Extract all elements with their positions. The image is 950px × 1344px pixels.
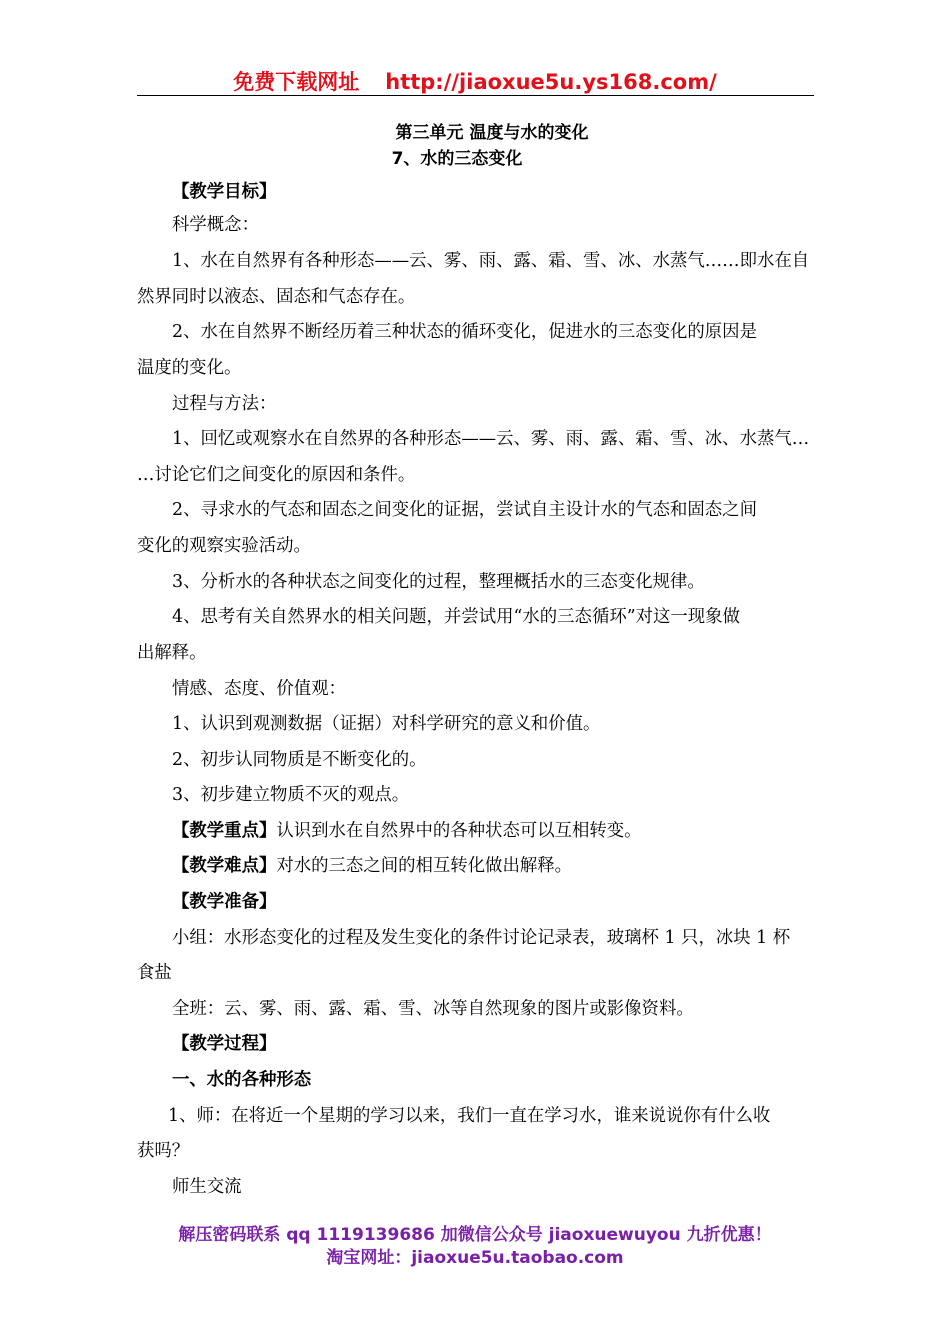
paragraph-line: 小组：水形态变化的过程及发生变化的条件讨论记录表，玻璃杯 1 只，冰块 1 杯 <box>172 928 791 948</box>
paragraph-line: 3、分析水的各种状态之间变化的过程，整理概括水的三态变化规律。 <box>172 572 705 592</box>
paragraph-line: …讨论它们之间变化的原因和条件。 <box>137 465 416 485</box>
difficulty-label: 【教学难点】 <box>172 856 277 876</box>
difficulty-line <box>172 854 572 878</box>
key-point-line <box>172 819 642 843</box>
key-point-text: 认识到水在自然界中的各种状态可以互相转变。 <box>276 821 642 841</box>
paragraph-line: 1、回忆或观察水在自然界的各种形态——云、雾、雨、露、霜、雪、冰、水蒸气… <box>172 429 810 449</box>
paragraph-line: 然界同时以液态、固态和气态存在。 <box>137 287 416 307</box>
paragraph-line: 2、寻求水的气态和固态之间变化的证据，尝试自主设计水的气态和固态之间 <box>172 500 757 520</box>
header-url-link[interactable]: http://jiaoxue5u.ys168.com/ <box>385 70 717 94</box>
paragraph-line: 1、认识到观测数据（证据）对科学研究的意义和价值。 <box>172 714 601 734</box>
difficulty-text: 对水的三态之间的相互转化做出解释。 <box>276 856 573 876</box>
footer-taobao-link[interactable]: 淘宝网址：jiaoxue5u.taobao.com <box>326 1248 624 1268</box>
paragraph-line: 全班：云、雾、雨、露、霜、雪、冰等自然现象的图片或影像资料。 <box>172 999 694 1019</box>
section-heading-objectives: 【教学目标】 <box>172 182 277 202</box>
subsection-heading: 一、水的各种形态 <box>172 1070 312 1090</box>
paragraph-line: 1、水在自然界有各种形态——云、雾、雨、露、霜、雪、冰、水蒸气……即水在自 <box>172 251 810 271</box>
header-label: 免费下载网址 <box>233 70 360 94</box>
paragraph-line: 3、初步建立物质不灭的观点。 <box>172 785 410 805</box>
section-heading-preparation: 【教学准备】 <box>172 892 277 912</box>
download-header <box>137 66 813 94</box>
paragraph-line: 温度的变化。 <box>137 358 242 378</box>
key-point-label: 【教学重点】 <box>172 821 277 841</box>
unit-title: 第三单元 温度与水的变化 <box>395 123 589 143</box>
paragraph-line: 出解释。 <box>137 643 207 663</box>
lesson-title: 7、水的三态变化 <box>391 149 523 169</box>
footer-contact: 解压密码联系 qq 1119139686 加微信公众号 jiaoxuewuyou 九折优惠！ <box>178 1225 772 1245</box>
paragraph-line: 科学概念： <box>172 215 259 235</box>
paragraph-line: 2、水在自然界不断经历着三种状态的循环变化，促进水的三态变化的原因是 <box>172 322 757 342</box>
paragraph-line: 过程与方法： <box>172 394 277 414</box>
paragraph-line: 师生交流 <box>172 1177 242 1197</box>
paragraph-line: 4、思考有关自然界水的相关问题，并尝试用“水的三态循环”对这一现象做 <box>172 607 740 627</box>
paragraph-line: 食盐 <box>137 963 172 983</box>
section-heading-process: 【教学过程】 <box>172 1034 277 1054</box>
paragraph-line: 1、师：在将近一个星期的学习以来，我们一直在学习水，谁来说说你有什么收 <box>168 1106 771 1126</box>
header-rule <box>137 95 814 96</box>
paragraph-line: 2、初步认同物质是不断变化的。 <box>172 750 427 770</box>
paragraph-line: 获吗？ <box>137 1141 190 1161</box>
paragraph-line: 情感、态度、价值观： <box>172 679 346 699</box>
paragraph-line: 变化的观察实验活动。 <box>137 536 311 556</box>
